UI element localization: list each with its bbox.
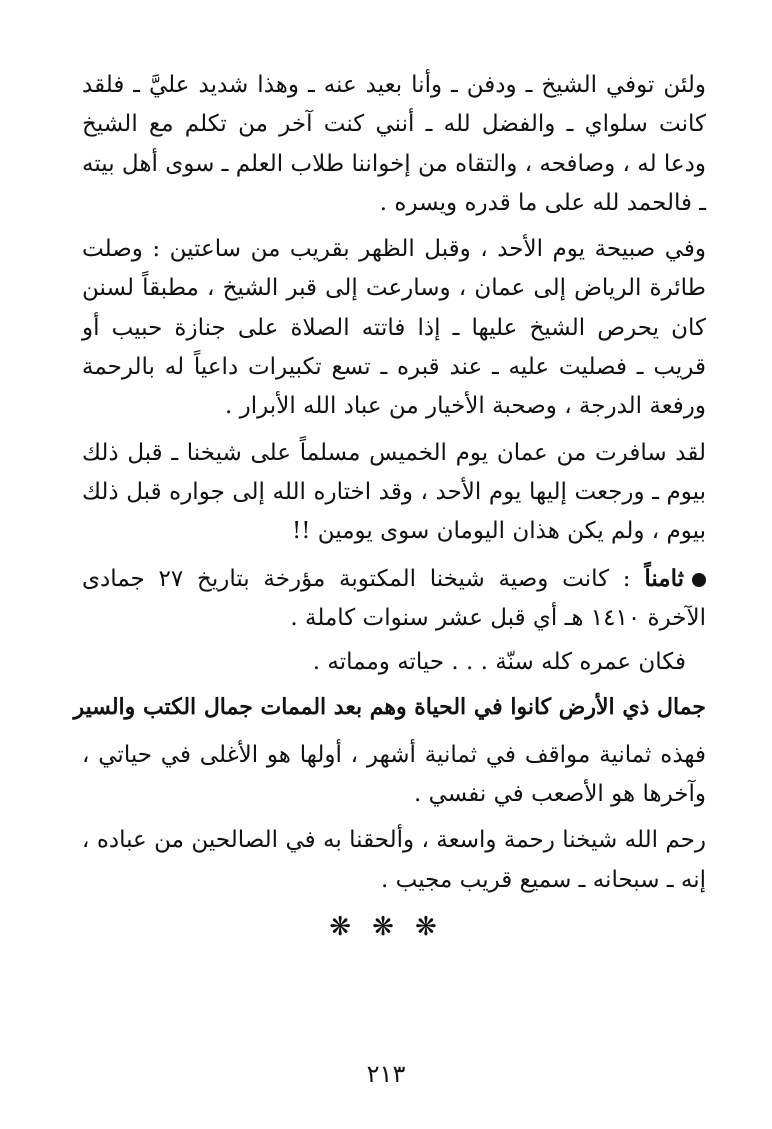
page-number: ٢١٣ bbox=[366, 1060, 406, 1088]
paragraph-1: ولئن توفي الشيخ ـ ودفن ـ وأنا بعيد عنه ـ وهذا شديد عليَّ ـ فلقد كانت سلواي ـ والفضل لله ـ أنني كنت آخر من تكلم مع الشيخ ودعا له ، وصافحه ، والتقاه من إخواننا طلاب العلم ـ سوى أهل بيته ـ فالحمد لله على ما قدره ويسره . bbox=[82, 72, 706, 216]
closing-paragraph-2: رحم الله شيخنا رحمة واسعة ، وألحقنا به في الصالحين من عباده ، إنه ـ سبحانه ـ سميع قريب مجيب . bbox=[82, 827, 706, 893]
life-line: فكان عمره كله سنّة . . . حياته ومماته . bbox=[312, 649, 686, 676]
eighth-label: ثامناً bbox=[644, 564, 684, 592]
poem-line: جمال ذي الأرض كانوا في الحياة وهم بعد الممات جمال الكتب والسير bbox=[73, 694, 706, 721]
paragraph-3: لقد سافرت من عمان يوم الخميس مسلماً على شيخنا ـ قبل ذلك بيوم ـ ورجعت إليها يوم الأحد ، وقد اختاره الله إلى جواره قبل ذلك بيوم ، ولم يكن هذان اليومان سوى يومين !! bbox=[82, 439, 706, 545]
closing-paragraph-1: فهذه ثمانية مواقف في ثمانية أشهر ، أولها هو الأغلى في حياتي ، وآخرها هو الأصعب في نفسي . bbox=[82, 741, 706, 808]
eighth-text: : كانت وصية شيخنا المكتوبة مؤرخة بتاريخ ٢٧ جمادى الآخرة ١٤١٠ هـ أي قبل عشر سنوات كاملة . bbox=[82, 565, 706, 631]
eighth-point bbox=[82, 559, 706, 639]
page-body bbox=[73, 66, 706, 907]
bullet-icon bbox=[692, 573, 706, 587]
paragraph-2: وفي صبيحة يوم الأحد ، وقبل الظهر بقريب من ساعتين : وصلت طائرة الرياض إلى عمان ، وسارعت إلى قبر الشيخ ، مطبقاً لسنن كان يحرص الشيخ عليها ـ إذا فاتته الصلاة على جنازة حبيب أو قريب ـ فصليت عليه ـ عند قبره ـ تسع تكبيرات داعياً له بالرحمة ورفعة الدرجة ، وصحبة الأخيار من عباد الله الأبرار . bbox=[82, 236, 706, 420]
section-separator: ❋ ❋ ❋ bbox=[329, 912, 443, 942]
